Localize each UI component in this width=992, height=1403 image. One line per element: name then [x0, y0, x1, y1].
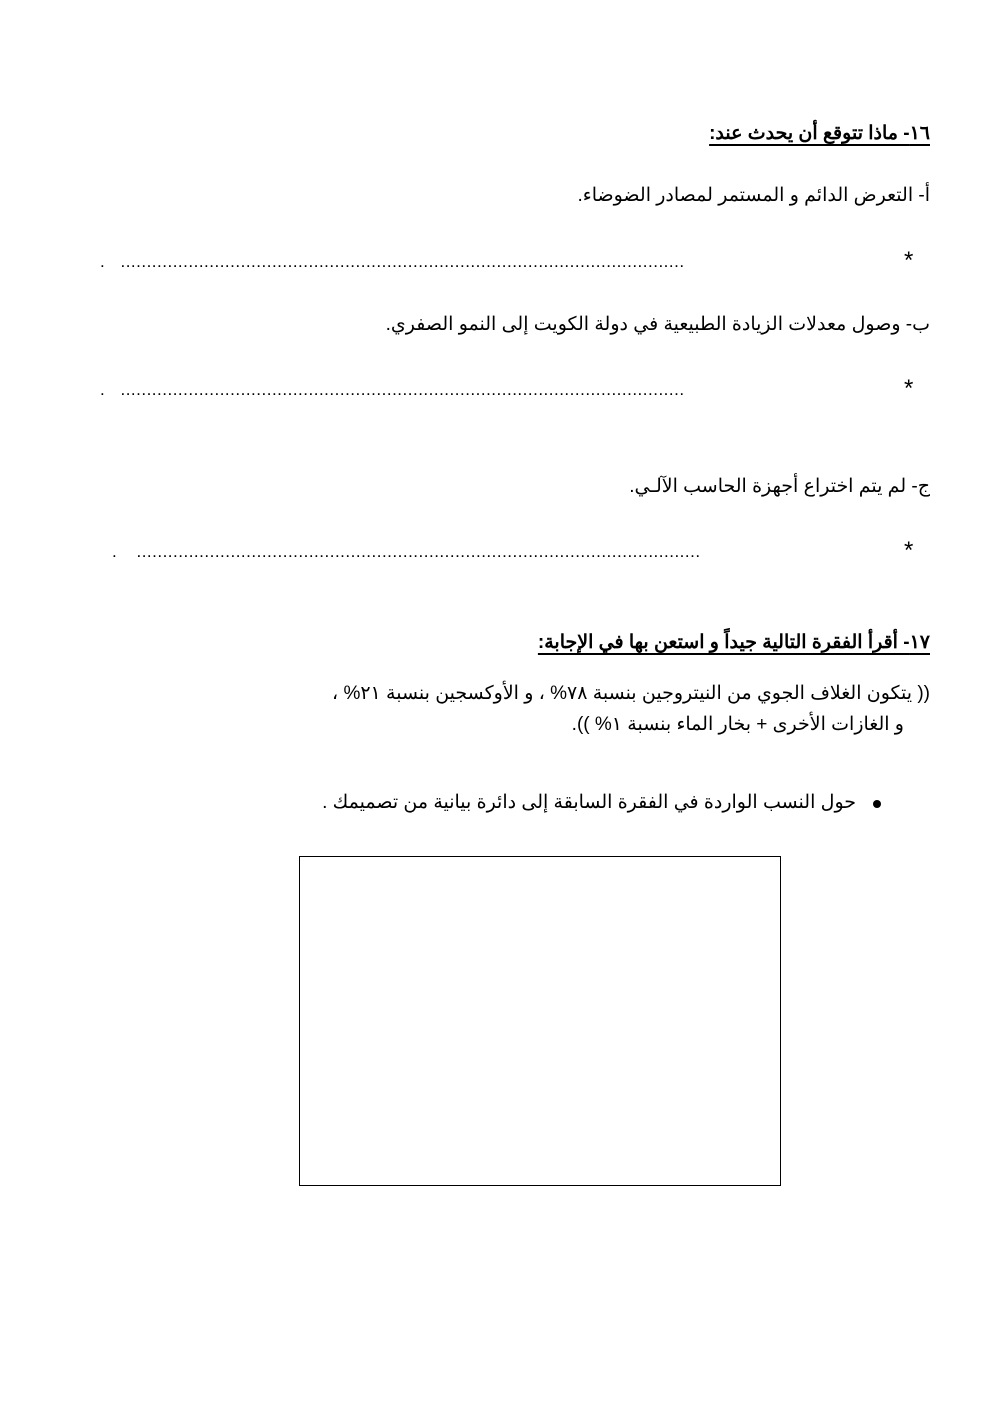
answer-dots: ............................................................................................................ [120, 380, 685, 399]
answer-end-dot: . [100, 252, 106, 271]
q17-bullet-instruction: حول النسب الواردة في الفقرة السابقة إلى دائرة بيانية من تصميمك . [322, 792, 856, 813]
q17-heading: ١٧- أقرأ الفقرة التالية جيداً و استعن بها في الإجابة: [537, 632, 930, 653]
answer-marker-c: * [904, 537, 914, 564]
answer-marker-b: * [904, 375, 914, 402]
pie-chart-answer-box[interactable] [299, 856, 781, 1186]
answer-dots: ............................................................................................................ [120, 252, 685, 271]
q16-item-c: ج- لم يتم اختراع أجهزة الحاسب الآلـي. [629, 476, 930, 497]
bullet-icon [873, 800, 881, 808]
answer-end-dot: . [100, 380, 106, 399]
q17-paragraph-line-2: و الغازات الأخرى + بخار الماء بنسبة ١% )). [571, 714, 904, 735]
q17-paragraph-line-1: (( يتكون الغلاف الجوي من النيتروجين بنسبة ٧٨% ، و الأوكسجين بنسبة ٢١% ، [332, 683, 930, 704]
answer-line-c[interactable] [112, 542, 900, 568]
q16-heading: ١٦- ماذا تتوقع أن يحدث عند: [709, 123, 930, 144]
answer-marker-a: * [904, 247, 914, 274]
answer-dots: ............................................................................................................ [136, 542, 701, 561]
answer-line-b[interactable] [100, 380, 900, 406]
q16-item-b: ب- وصول معدلات الزيادة الطبيعية في دولة الكويت إلى النمو الصفري. [385, 314, 930, 335]
answer-end-dot: . [112, 542, 118, 561]
q16-item-a: أ- التعرض الدائم و المستمر لمصادر الضوضاء. [577, 185, 930, 206]
answer-line-a[interactable] [100, 252, 900, 278]
